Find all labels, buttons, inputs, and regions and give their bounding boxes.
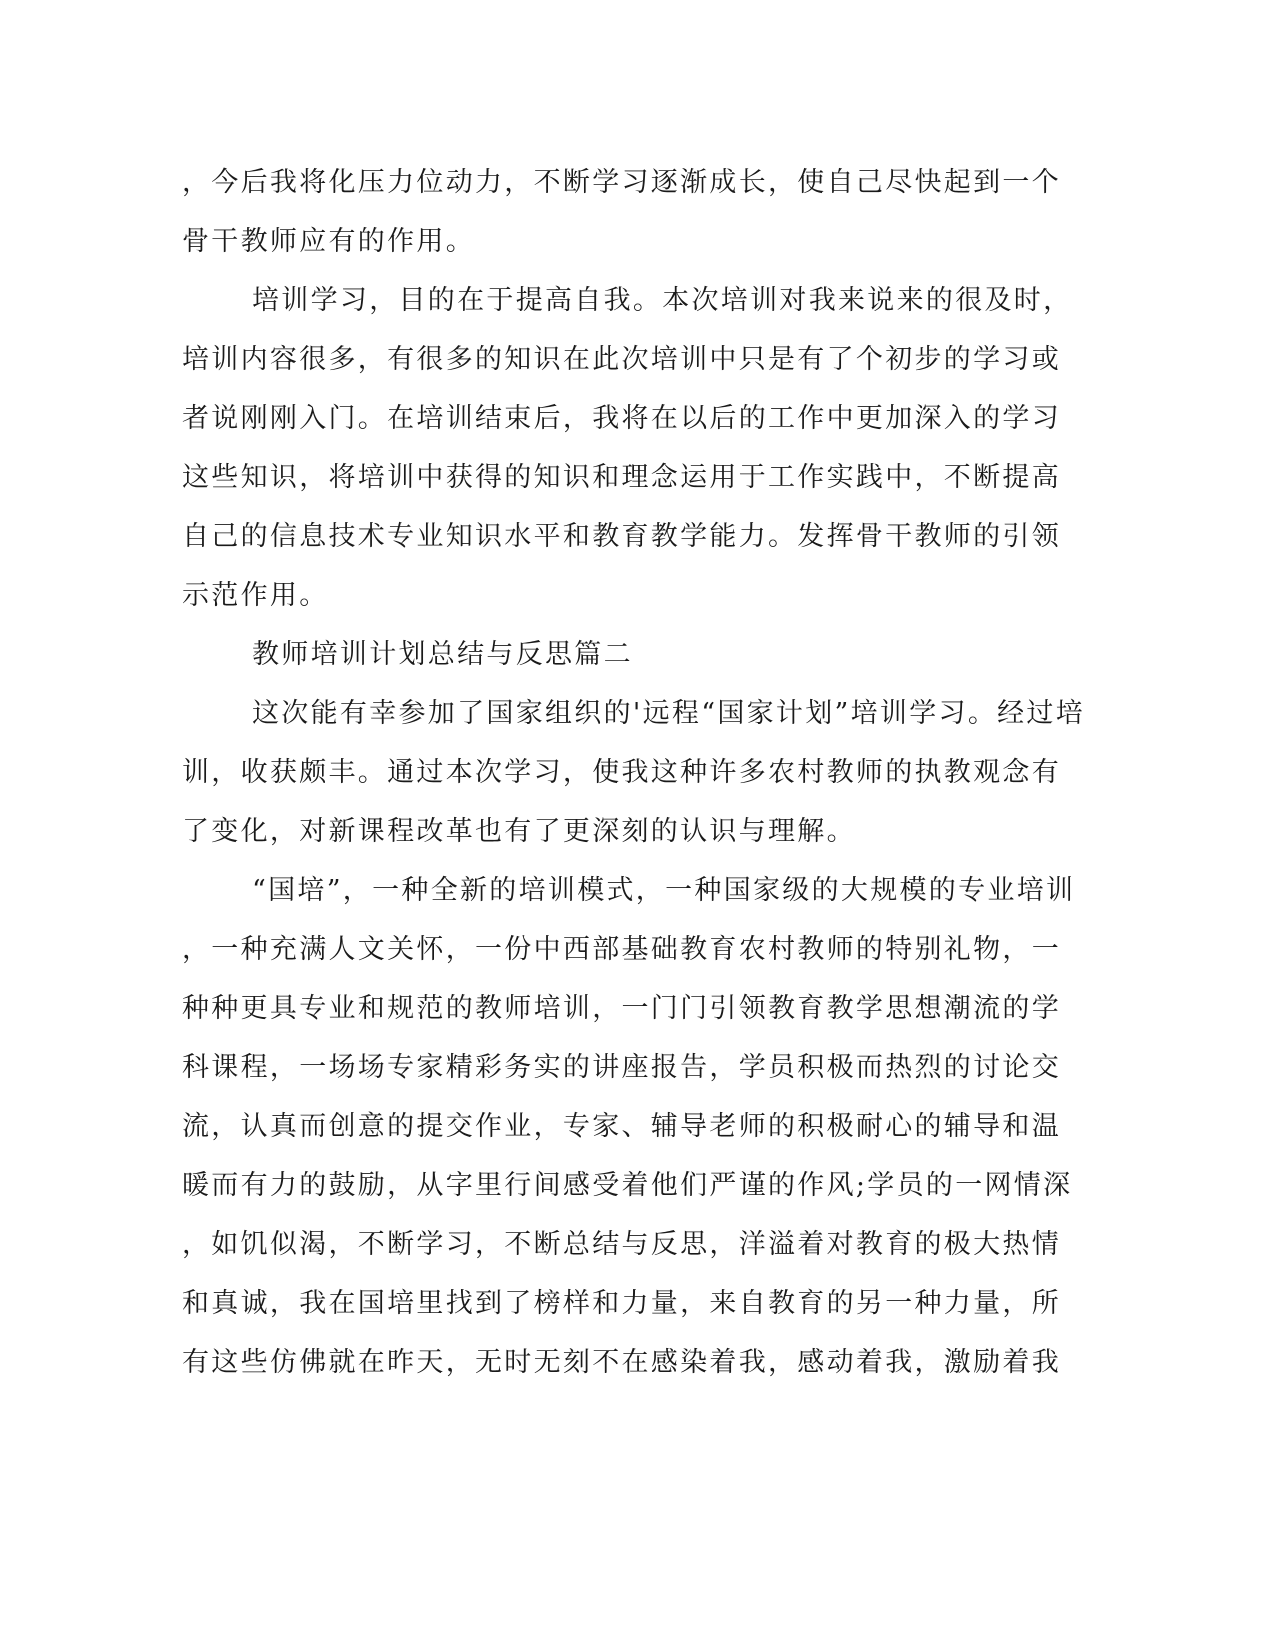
paragraph-first-line: 这次能有幸参加了国家组织的'远程“国家计划”培训学习。经过培 — [252, 698, 1086, 729]
text-line: ，如饥似渴，不断学习，不断总结与反思，洋溢着对教育的极大热情 — [182, 1229, 1061, 1260]
text-line: ，一种充满人文关怀，一份中西部基础教育农村教师的特别礼物，一 — [182, 934, 1061, 965]
paragraph-first-line: 培训学习，目的在于提高自我。本次培训对我来说来的很及时， — [252, 285, 1073, 316]
paragraph-first-line: “国培”，一种全新的培训模式，一种国家级的大规模的专业培训 — [252, 875, 1076, 906]
text-line: 培训内容很多，有很多的知识在此次培训中只是有了个初步的学习或 — [182, 344, 1061, 375]
text-line: 骨干教师应有的作用。 — [182, 226, 475, 257]
text-line: 这些知识，将培训中获得的知识和理念运用于工作实践中，不断提高 — [182, 462, 1061, 493]
text-line: 种种更具专业和规范的教师培训，一门门引领教育教学思想潮流的学 — [182, 993, 1061, 1024]
text-line: 者说刚刚入门。在培训结束后，我将在以后的工作中更加深入的学习 — [182, 403, 1061, 434]
text-line: 暖而有力的鼓励，从字里行间感受着他们严谨的作风;学员的一网情深 — [182, 1170, 1073, 1201]
text-line: 和真诚，我在国培里找到了榜样和力量，来自教育的另一种力量，所 — [182, 1288, 1061, 1319]
text-line: 科课程，一场场专家精彩务实的讲座报告，学员积极而热烈的讨论交 — [182, 1052, 1061, 1083]
text-line: 自己的信息技术专业知识水平和教育教学能力。发挥骨干教师的引领 — [182, 521, 1061, 552]
text-line: 示范作用。 — [182, 580, 329, 611]
text-line: 有这些仿佛就在昨天，无时无刻不在感染着我，感动着我，激励着我 — [182, 1347, 1061, 1378]
text-line: ，今后我将化压力位动力，不断学习逐渐成长，使自己尽快起到一个 — [182, 167, 1061, 198]
text-line: 训，收获颇丰。通过本次学习，使我这种许多农村教师的执教观念有 — [182, 757, 1061, 788]
text-line: 了变化，对新课程改革也有了更深刻的认识与理解。 — [182, 816, 856, 847]
text-line: 流，认真而创意的提交作业，专家、辅导老师的积极耐心的辅导和温 — [182, 1111, 1061, 1142]
section-heading: 教师培训计划总结与反思篇二 — [252, 639, 633, 670]
